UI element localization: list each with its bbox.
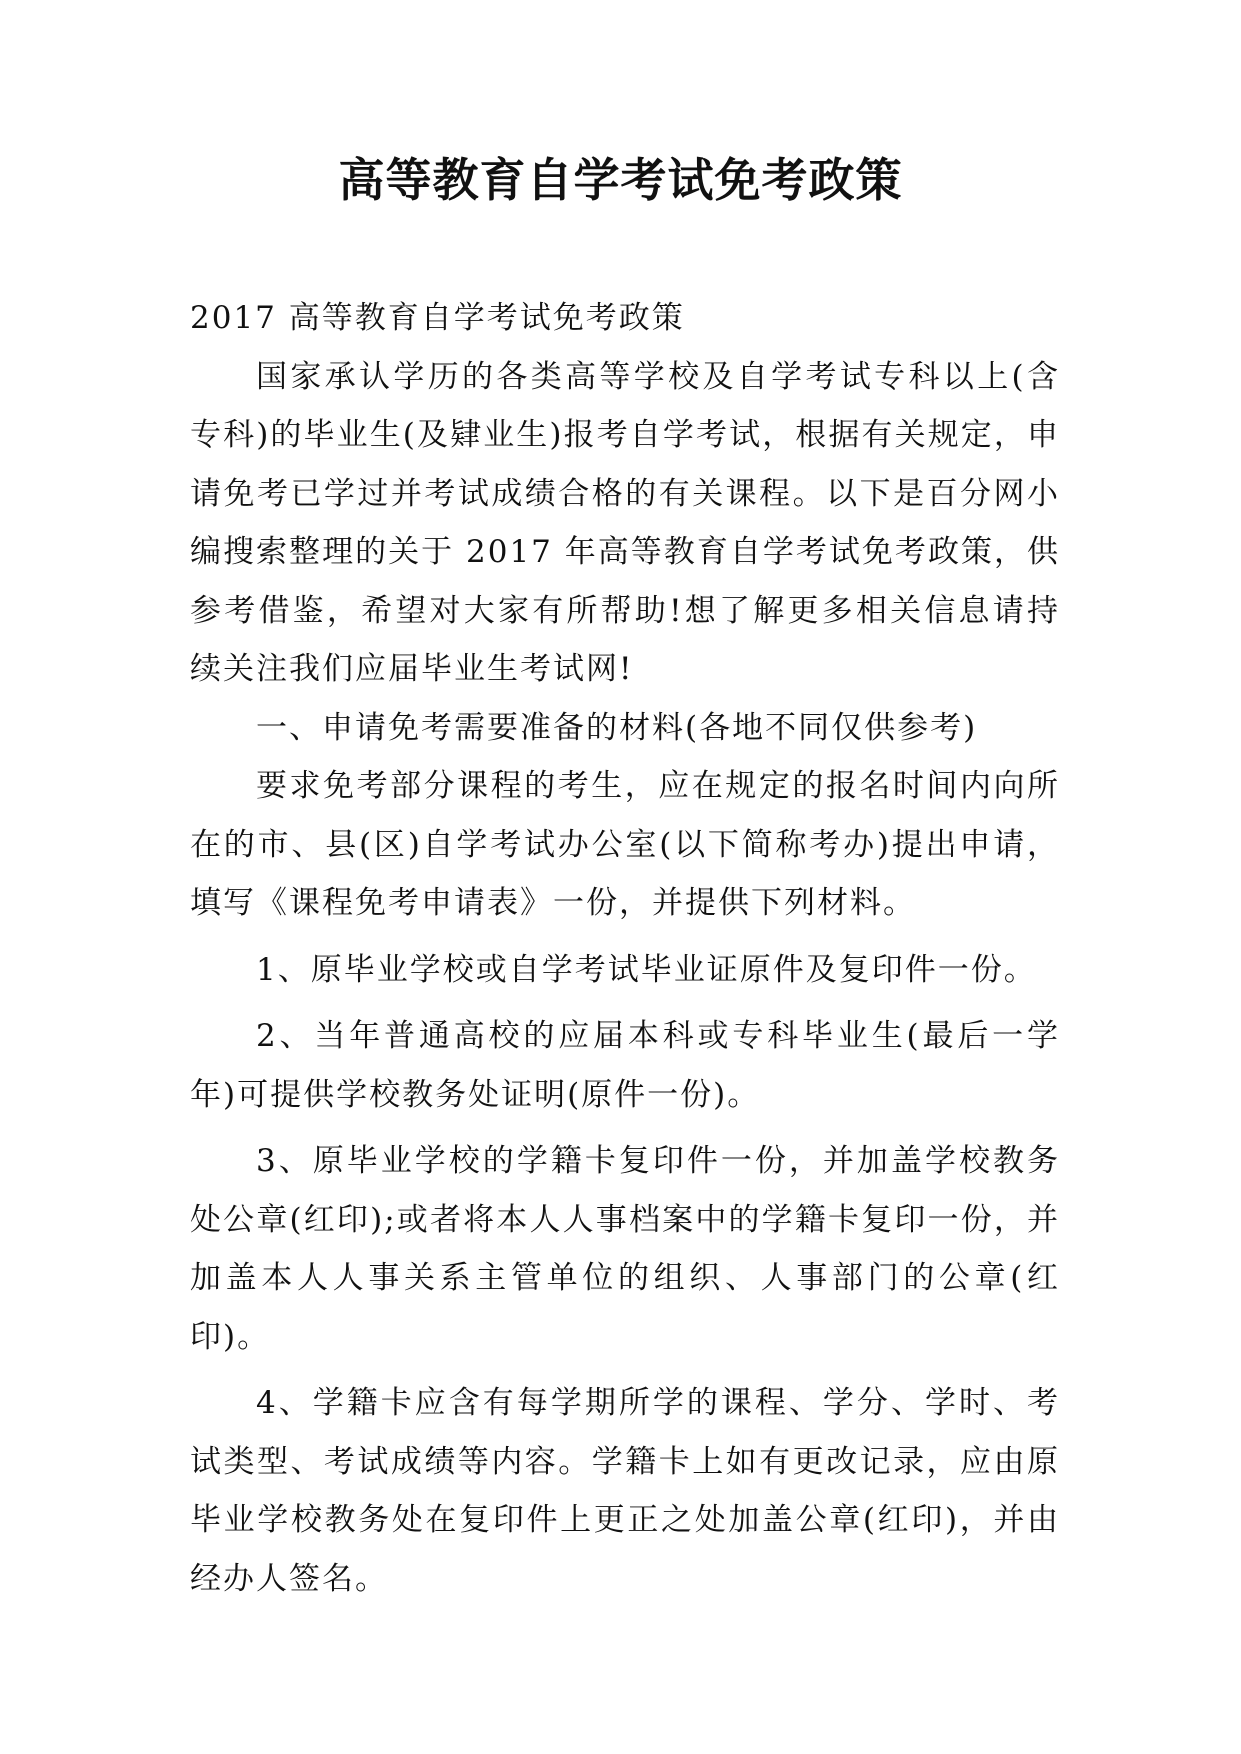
paragraph-intro: 国家承认学历的各类高等学校及自学考试专科以上(含专科)的毕业生(及肄业生)报考自学考试，根据有关规定，申请免考已学过并考试成绩合格的有关课程。以下是百分网小编搜索整理的关于 2017 年高等教育自学考试免考政策，供参考借鉴，希望对大家有所帮助!想了解更多相关信息请持续关注我们应届毕业生考试网! (190, 358, 1060, 687)
list-item-3: 3、原毕业学校的学籍卡复印件一份，并加盖学校教务处公章(红印);或者将本人人事档案中的学籍卡复印一份，并加盖本人人事关系主管单位的组织、人事部门的公章(红印)。 (190, 1143, 1060, 1355)
document-subtitle: 2017 高等教育自学考试免考政策 (190, 300, 685, 336)
list-item-4: 4、学籍卡应含有每学期所学的课程、学分、学时、考试类型、考试成绩等内容。学籍卡上如有更改记录，应由原毕业学校教务处在复印件上更正之处加盖公章(红印)，并由经办人签名。 (190, 1385, 1060, 1597)
paragraph-application: 要求免考部分课程的考生，应在规定的报名时间内向所在的市、县(区)自学考试办公室(以下简称考办)提出申请，填写《课程免考申请表》一份，并提供下列材料。 (190, 768, 1060, 921)
list-item-2: 2、当年普通高校的应届本科或专科毕业生(最后一学年)可提供学校教务处证明(原件一份)。 (190, 1018, 1060, 1113)
list-item-1: 1、原毕业学校或自学考试毕业证原件及复印件一份。 (256, 951, 1037, 988)
document-title: 高等教育自学考试免考政策 (338, 153, 903, 207)
section-heading-materials: 一、申请免考需要准备的材料(各地不同仅供参考) (256, 709, 978, 746)
document-body (190, 289, 1060, 1608)
